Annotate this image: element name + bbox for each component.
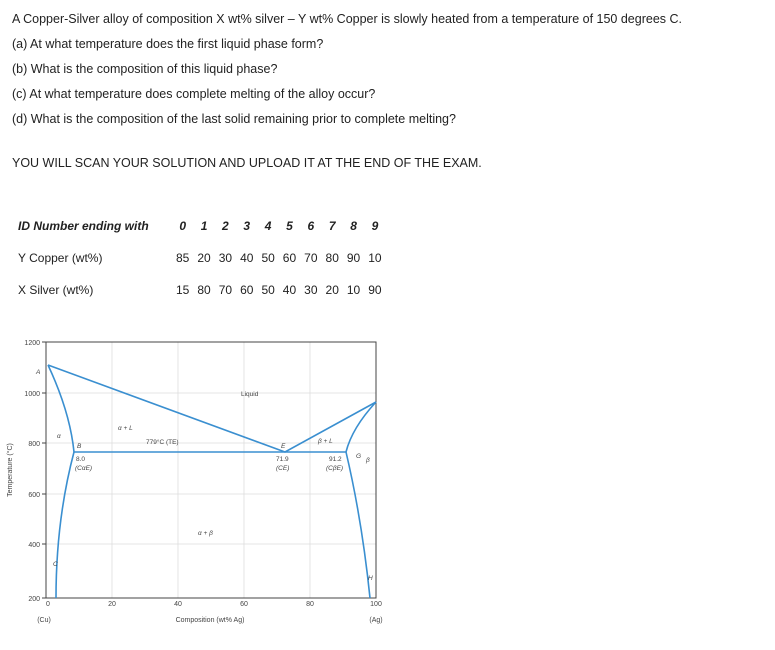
- alpha-region-label: α: [57, 433, 61, 440]
- point-g-label: G: [356, 453, 362, 460]
- c-alpha-symbol: (CαE): [75, 465, 93, 472]
- x-value: 15: [176, 283, 190, 297]
- y-copper-label: Y Copper (wt%): [18, 251, 103, 265]
- liquid-region-label: Liquid: [241, 391, 259, 398]
- point-b-label: B: [77, 443, 82, 450]
- id-digit: 0: [179, 219, 187, 233]
- id-header-row: [16, 210, 386, 242]
- c-beta-symbol: (CβE): [326, 465, 344, 472]
- cu-end-label: (Cu): [37, 617, 51, 624]
- id-digit: 4: [264, 219, 272, 233]
- y-value: 30: [218, 251, 233, 265]
- alpha-liquid-region-label: α + L: [118, 425, 133, 432]
- alpha-solvus-line: [56, 452, 74, 598]
- x-axis-title: Composition (wt% Ag): [175, 617, 245, 624]
- x-value: 70: [218, 283, 233, 297]
- y-tick-label: 200: [28, 596, 40, 603]
- id-digit: 2: [222, 219, 229, 233]
- point-a-label: A: [36, 369, 41, 376]
- id-header-label: ID Number ending with: [18, 219, 149, 233]
- question-b: (b) What is the composition of this liquid phase?: [12, 62, 278, 76]
- c-alpha-value: 8.0: [76, 456, 86, 463]
- id-digit: 7: [328, 219, 336, 233]
- beta-region-label: β: [366, 457, 370, 464]
- beta-liquid-region-label: β + L: [318, 438, 333, 445]
- y-value: 85: [176, 251, 190, 265]
- problem-intro: A Copper-Silver alloy of composition X wt% silver – Y wt% Copper is slowly heated from a temperature of 150 degrees C.: [12, 12, 682, 26]
- c-eutectic-symbol: (CE): [276, 465, 290, 472]
- y-axis-title: Temperature (°C): [7, 443, 14, 497]
- x-value: 80: [197, 283, 211, 297]
- x-value: 90: [368, 283, 382, 297]
- c-beta-value: 91.2: [329, 456, 342, 463]
- id-digit: 6: [307, 219, 315, 233]
- y-value: 10: [368, 251, 382, 265]
- y-tick-label: 1000: [24, 391, 40, 398]
- point-e-label: E: [281, 443, 286, 450]
- x-tick-label: 60: [240, 601, 248, 608]
- upload-notice: YOU WILL SCAN YOUR SOLUTION AND UPLOAD IT AT THE END OF THE EXAM.: [12, 156, 482, 170]
- question-c: (c) At what temperature does complete melting of the alloy occur?: [12, 87, 376, 101]
- y-axis-ticks: [42, 342, 46, 598]
- y-value: 80: [325, 251, 339, 265]
- point-h-label: H: [368, 575, 373, 582]
- id-digit: 5: [286, 219, 293, 233]
- ag-end-label: (Ag): [369, 617, 383, 624]
- beta-solvus-line: [346, 452, 370, 598]
- y-tick-label: 400: [28, 542, 40, 549]
- y-value: 60: [282, 251, 297, 265]
- id-digit: 1: [200, 219, 208, 233]
- phase-boundaries: [48, 365, 376, 598]
- x-tick-label: 80: [306, 601, 314, 608]
- id-digit: 9: [371, 219, 379, 233]
- x-tick-label: 40: [174, 601, 182, 608]
- x-silver-row: [16, 274, 386, 306]
- x-value: 30: [304, 283, 318, 297]
- y-tick-label: 600: [28, 492, 40, 499]
- point-c-label: C: [53, 561, 58, 568]
- y-value: 70: [304, 251, 318, 265]
- alpha-solidus-line: [48, 365, 74, 452]
- c-eutectic-value: 71.9: [276, 456, 289, 463]
- id-digit: 8: [350, 219, 357, 233]
- x-value: 60: [240, 283, 254, 297]
- x-value: 20: [325, 283, 339, 297]
- x-tick-label: 0: [46, 601, 50, 608]
- y-tick-label: 1200: [24, 340, 40, 347]
- alpha-beta-region-label: α + β: [198, 530, 213, 537]
- y-copper-row: [16, 242, 386, 274]
- y-value: 50: [261, 251, 275, 265]
- x-value: 50: [261, 283, 275, 297]
- y-tick-label: 800: [28, 441, 40, 448]
- question-a: (a) At what temperature does the first liquid phase form?: [12, 37, 324, 51]
- y-value: 20: [197, 251, 211, 265]
- y-value: 40: [240, 251, 254, 265]
- question-d: (d) What is the composition of the last solid remaining prior to complete melting?: [12, 112, 456, 126]
- x-silver-label: X Silver (wt%): [18, 283, 94, 297]
- id-lookup-table: [16, 210, 386, 306]
- cu-ag-phase-diagram: [0, 330, 420, 650]
- x-value: 10: [346, 283, 361, 297]
- x-value: 40: [282, 283, 297, 297]
- eutectic-temperature-label: 779°C (TE): [146, 439, 179, 446]
- id-digit: 3: [243, 219, 251, 233]
- x-tick-label: 20: [108, 601, 116, 608]
- y-value: 90: [346, 251, 361, 265]
- x-tick-label: 100: [370, 601, 382, 608]
